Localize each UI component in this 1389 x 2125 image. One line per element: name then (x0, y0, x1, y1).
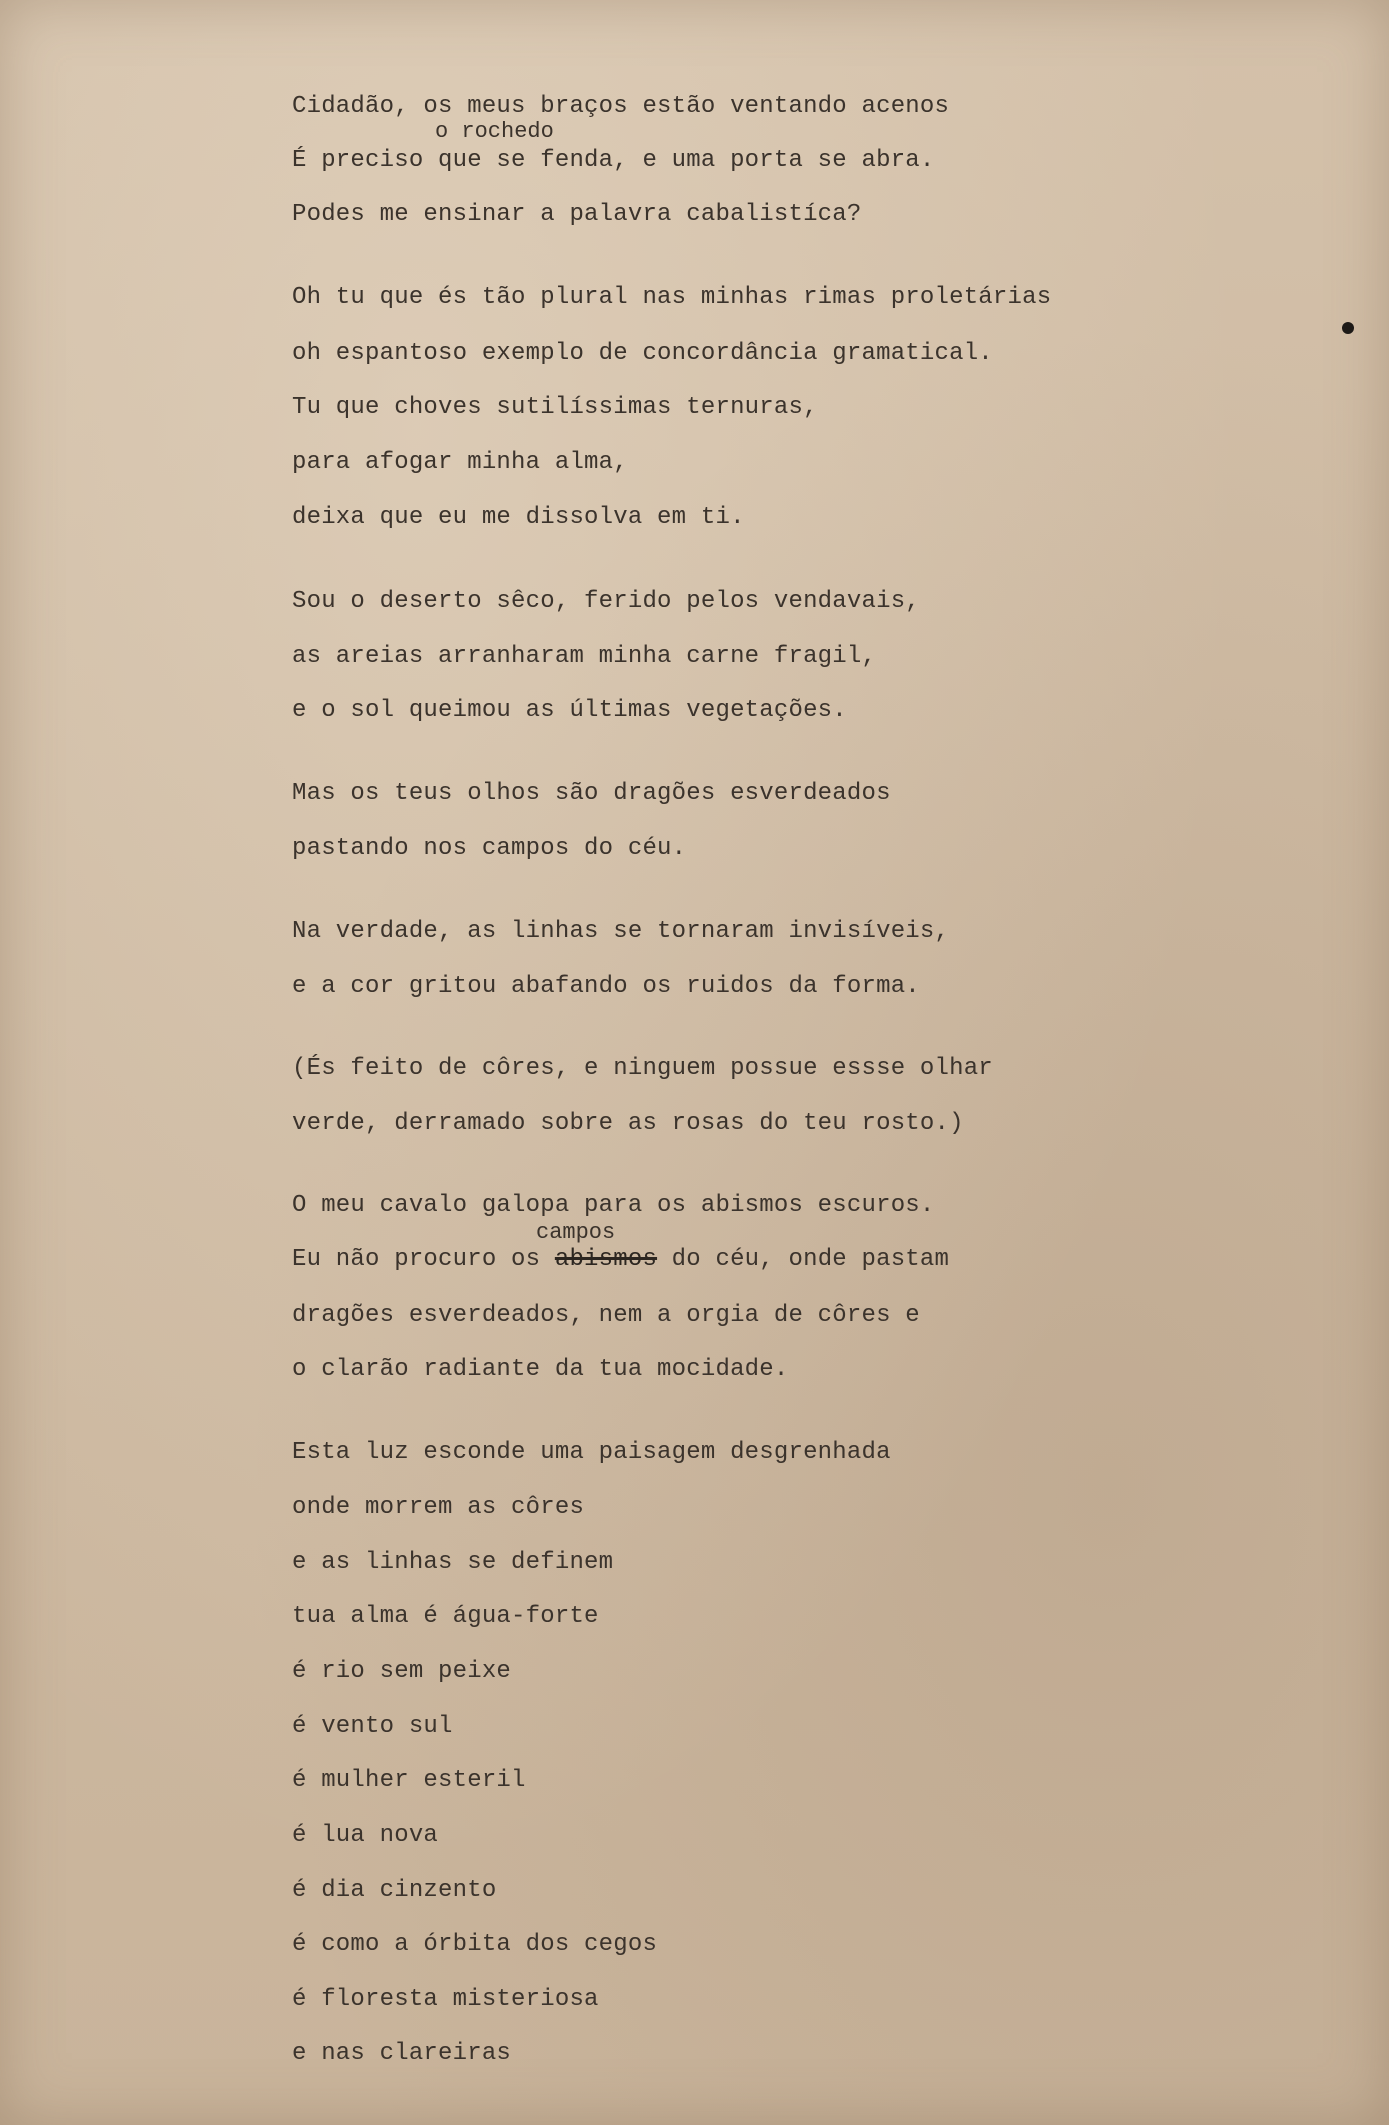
poem-line: Sou o deserto sêco, ferido pelos vendavais, (292, 588, 920, 615)
poem-line: é floresta misteriosa (292, 1986, 599, 2013)
poem-line: dragões esverdeados, nem a orgia de côres e (292, 1302, 920, 1329)
poem-line: Podes me ensinar a palavra cabalistíca? (292, 201, 862, 228)
poem-line: e nas clareiras (292, 2040, 512, 2067)
poem-line: O meu cavalo galopa para os abismos escuros. (292, 1192, 935, 1219)
poem-line-with-strikeout (292, 1245, 949, 1275)
ink-spot (1342, 322, 1354, 334)
poem-line: é dia cinzento (292, 1877, 497, 1904)
interlinear-correction: campos (536, 1220, 616, 1245)
struck-word: abismos (554, 1246, 658, 1273)
poem-line: Cidadão, os meus braços estão ventando acenos (292, 93, 950, 120)
poem-line: verde, derramado sobre as rosas do teu rosto.) (292, 1110, 964, 1137)
poem-line: e as linhas se definem (292, 1549, 614, 1576)
poem-line: e o sol queimou as últimas vegetações. (292, 697, 847, 724)
poem-line: onde morrem as côres (292, 1494, 585, 1521)
poem-line: é vento sul (292, 1713, 453, 1740)
poem-line: para afogar minha alma, (292, 449, 628, 476)
poem-line: é mulher esteril (292, 1767, 526, 1794)
poem-line: o clarão radiante da tua mocidade. (292, 1356, 789, 1383)
poem-line: tua alma é água-forte (292, 1603, 599, 1630)
line-segment: Eu não procuro os (292, 1246, 555, 1273)
poem-line: (És feito de côres, e ninguem possue essse olhar (292, 1055, 993, 1082)
poem-line: Na verdade, as linhas se tornaram invisíveis, (292, 918, 950, 945)
poem-line: Tu que choves sutilíssimas ternuras, (292, 394, 818, 421)
poem-line: e a cor gritou abafando os ruidos da forma. (292, 973, 920, 1000)
poem-line: oh espantoso exemplo de concordância gramatical. (292, 340, 993, 367)
poem-line: as areias arranharam minha carne fragil, (292, 643, 877, 670)
poem-line: Oh tu que és tão plural nas minhas rimas proletárias (292, 284, 1052, 311)
poem-line: é como a órbita dos cegos (292, 1931, 658, 1958)
interlinear-correction: o rochedo (435, 119, 554, 144)
poem-line: Mas os teus olhos são dragões esverdeados (292, 780, 891, 807)
poem-line: Esta luz esconde uma paisagem desgrenhada (292, 1439, 891, 1466)
poem-line: pastando nos campos do céu. (292, 835, 687, 862)
poem-line: é lua nova (292, 1822, 439, 1849)
line-segment: do céu, onde pastam (657, 1246, 950, 1273)
poem-line: deixa que eu me dissolva em ti. (292, 504, 745, 531)
poem-line: É preciso que se fenda, e uma porta se abra. (292, 147, 935, 174)
poem-line: é rio sem peixe (292, 1658, 512, 1685)
